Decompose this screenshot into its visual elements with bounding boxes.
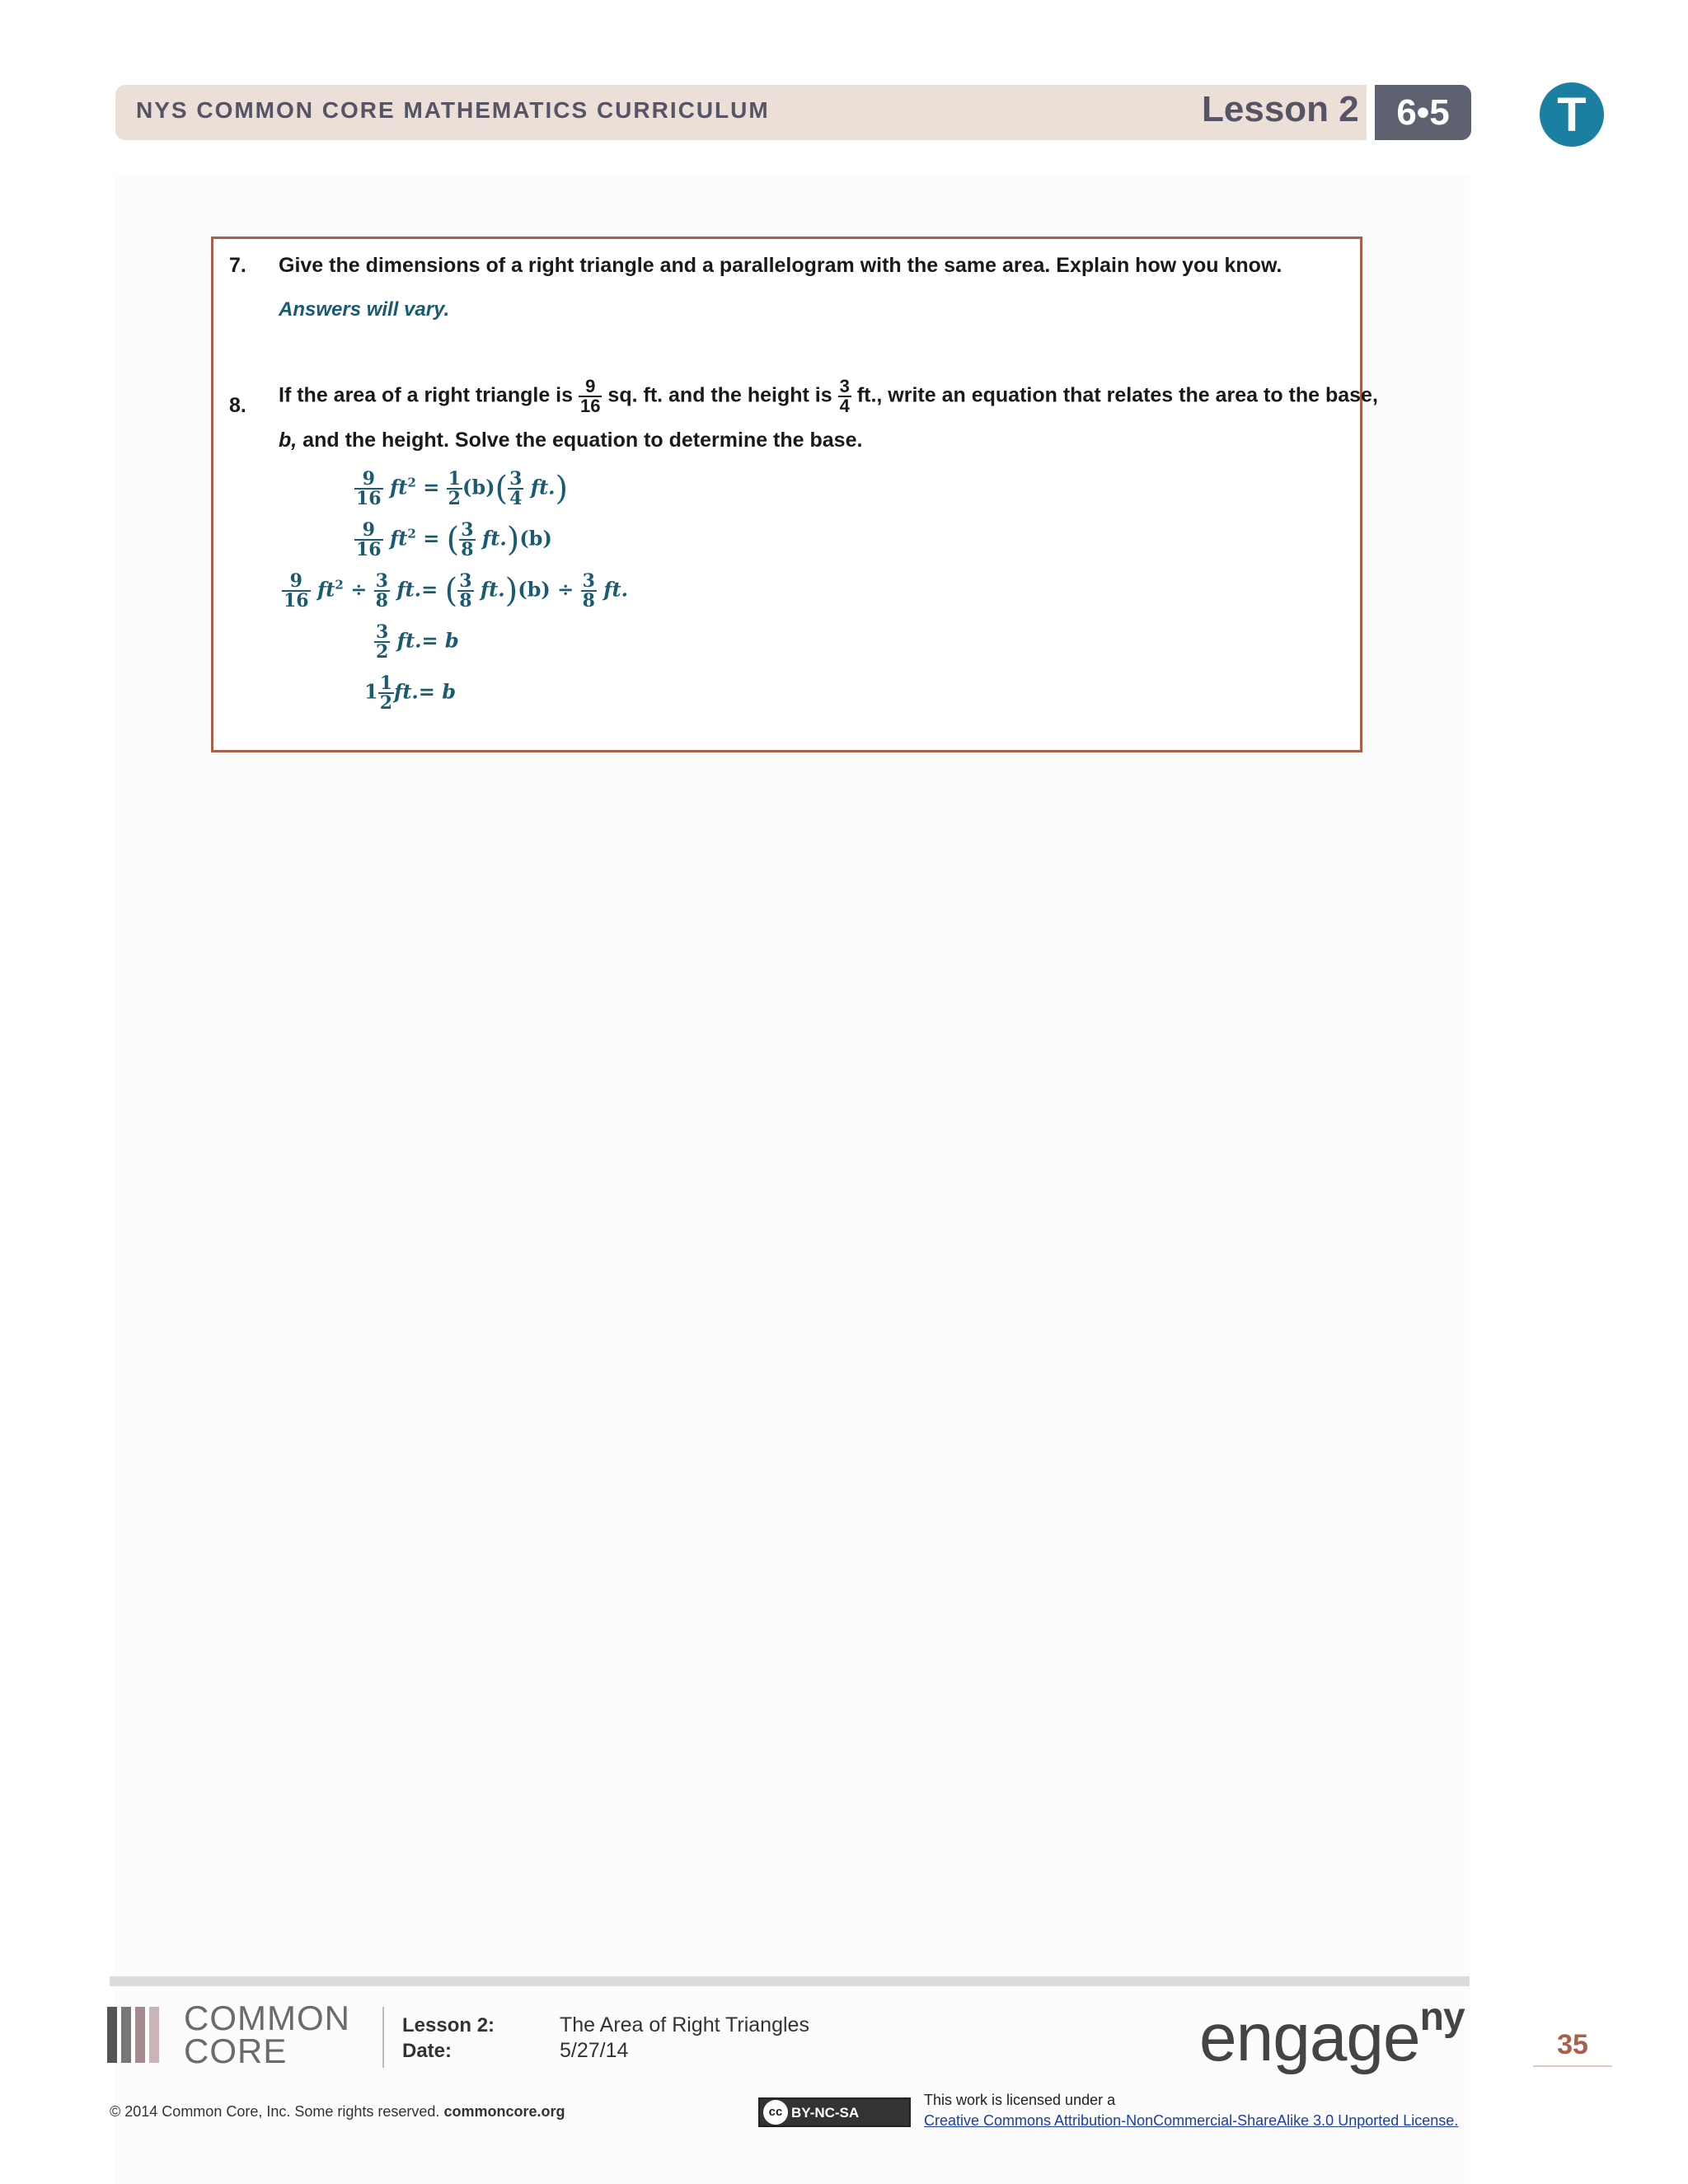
footer-date-value: 5/27/14 — [560, 2039, 629, 2062]
question-7-answer: Answers will vary. — [279, 298, 450, 321]
footer-lesson-label: Lesson 2: — [402, 2014, 495, 2036]
area-denominator: 16 — [579, 396, 601, 416]
base-variable: b, — [279, 429, 298, 452]
curriculum-title: NYS COMMON CORE MATHEMATICS CURRICULUM — [136, 97, 770, 123]
module-badge: 6•5 — [1375, 85, 1471, 140]
question-8-line-2 — [279, 429, 862, 452]
question-8-number: 8. — [229, 394, 246, 417]
question-7-text: Give the dimensions of a right triangle and a parallelogram with the same area. Explain how you know. — [279, 254, 1282, 277]
q8-text-a: If the area of a right triangle is — [279, 383, 574, 407]
lesson-title: Lesson 2 — [1202, 89, 1359, 129]
footer-date-label: Date: — [402, 2040, 452, 2062]
logo-line-1: COMMON — [184, 1999, 350, 2037]
q8-text-c: ft., write an equation that relates the area to the base, — [856, 383, 1378, 407]
page-number: 35 — [1557, 2029, 1588, 2060]
height-numerator: 3 — [839, 376, 850, 396]
question-8-line-1 — [279, 377, 1378, 415]
creative-commons-icon: cc — [763, 2100, 788, 2125]
common-core-logo — [107, 1999, 350, 2070]
work-line-1: $\frac{9}{16}$ $ft^2$ = $\frac{1}{2}$ (b)( $\frac{3}{4}$ ft.) — [356, 468, 569, 509]
footer-rule — [110, 1976, 1470, 1986]
area-fraction — [579, 377, 602, 415]
cc-license-badge[interactable]: cc BY-NC-SA — [758, 2097, 911, 2127]
height-denominator: 4 — [839, 396, 850, 416]
engageny-logo: engage$^{ny}$ — [1199, 1995, 1465, 2075]
footer-lesson-value: The Area of Right Triangles — [560, 2013, 809, 2036]
license-text: This work is licensed under a — [924, 2092, 1116, 2108]
logo-bars-icon — [107, 2007, 163, 2063]
logo-line-2: CORE — [184, 2032, 288, 2070]
work-line-4: $\frac{3}{2}$ ft.= b — [376, 621, 459, 663]
work-line-5: 1 $\frac{1}{2}$ ft.= b — [364, 673, 457, 714]
license-link[interactable]: Creative Commons Attribution-NonCommercial-ShareAlike 3.0 Unported License. — [924, 2112, 1459, 2129]
copyright-site: commoncore.org — [443, 2103, 565, 2120]
teacher-edition-icon: T — [1540, 82, 1604, 147]
height-fraction — [838, 377, 851, 415]
q8-text-b: sq. ft. and the height is — [607, 383, 832, 407]
question-7-number: 7. — [229, 254, 246, 277]
work-line-2: $\frac{9}{16}$ $ft^2$ = ( $\frac{3}{8}$ ft.)(b) — [356, 519, 552, 560]
q8-text-d: and the height. Solve the equation to determine the base. — [302, 429, 863, 452]
copyright: © 2014 Common Core, Inc. Some rights reserved. commoncore.org — [110, 2103, 565, 2120]
footer-divider — [382, 2007, 384, 2068]
area-numerator: 9 — [579, 377, 602, 397]
work-line-3: $\frac{9}{16}$ $ft^2$ ÷ $\frac{3}{8}$ ft.= ( $\frac{3}{8}$ ft.)(b) ÷ $\frac{3}{8}$ ft. — [284, 570, 628, 612]
page-number-rule — [1533, 2065, 1612, 2067]
